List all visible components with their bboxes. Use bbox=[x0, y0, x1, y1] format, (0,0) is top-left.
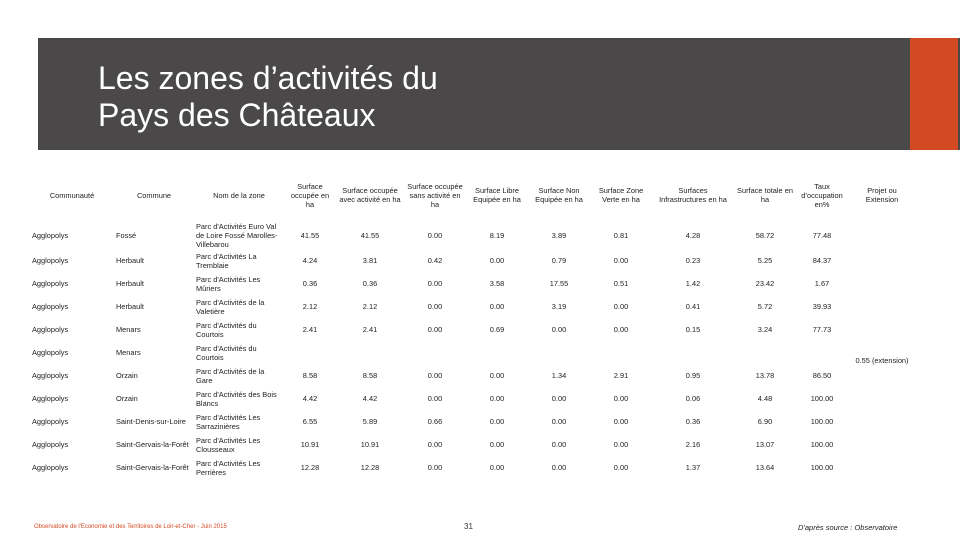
cell-non-eq: 0.79 bbox=[551, 256, 567, 265]
table-row bbox=[30, 341, 916, 364]
cell-verte: 0.00 bbox=[613, 325, 629, 334]
column-header: Surface Non Equipée en ha bbox=[535, 186, 583, 204]
cell-infra: 4.28 bbox=[685, 231, 701, 240]
footer-credit: Observatoire de l'Economie et des Territoires de Loir-et-Cher - Juin 2015 bbox=[34, 524, 227, 530]
column-header: Taux d’occupation en% bbox=[801, 181, 843, 209]
cell-occ: 4.42 bbox=[302, 394, 318, 403]
cell-verte bbox=[590, 341, 652, 364]
cell-infra: 1.42 bbox=[685, 279, 701, 288]
table-row bbox=[30, 364, 916, 387]
cell-communaute: Agglopolys bbox=[32, 231, 69, 240]
table-body bbox=[30, 222, 916, 479]
cell-taux: 1.67 bbox=[814, 279, 830, 288]
cell-avec: 3.81 bbox=[362, 256, 378, 265]
cell-communaute: Agglopolys bbox=[32, 302, 69, 311]
cell-verte: 0.00 bbox=[613, 394, 629, 403]
cell-commune: Saint-Denis-sur-Loire bbox=[116, 417, 186, 426]
cell-libre: 0.00 bbox=[489, 440, 505, 449]
cell-avec: 2.12 bbox=[362, 302, 378, 311]
cell-total bbox=[734, 341, 796, 364]
cell-sans: 0.00 bbox=[427, 371, 443, 380]
page-number: 31 bbox=[464, 522, 473, 531]
table-row bbox=[30, 249, 916, 272]
cell-infra: 0.23 bbox=[685, 256, 701, 265]
cell-non-eq: 0.00 bbox=[551, 394, 567, 403]
cell-occ: 41.55 bbox=[300, 231, 320, 240]
cell-projet-extension bbox=[848, 222, 916, 479]
cell-total: 13.64 bbox=[755, 463, 775, 472]
page-title-line-1: Les zones d’activités du bbox=[98, 60, 438, 96]
cell-zone: Parc d'Activités Euro Val de Loire Fossé Marolles-Villebarou bbox=[196, 222, 278, 249]
source-note: D'après source : Observatoire bbox=[798, 523, 898, 532]
column-header: Projet ou Extension bbox=[865, 186, 899, 204]
table-header-row bbox=[30, 168, 916, 222]
column-header: Surface occupée avec activité en ha bbox=[339, 186, 401, 204]
cell-infra bbox=[652, 341, 734, 364]
cell-libre: 0.00 bbox=[489, 371, 505, 380]
cell-communaute: Agglopolys bbox=[32, 325, 69, 334]
cell-libre bbox=[466, 341, 528, 364]
cell-zone: Parc d'Activités du Courtois bbox=[196, 343, 257, 362]
table-row bbox=[30, 272, 916, 295]
cell-sans: 0.00 bbox=[427, 279, 443, 288]
cell-occ: 4.24 bbox=[302, 256, 318, 265]
cell-occ bbox=[284, 341, 336, 364]
cell-avec: 5.89 bbox=[362, 417, 378, 426]
cell-commune: Orzain bbox=[116, 371, 138, 380]
cell-non-eq: 0.00 bbox=[551, 463, 567, 472]
cell-non-eq: 17.55 bbox=[549, 279, 569, 288]
cell-verte: 0.00 bbox=[613, 463, 629, 472]
cell-infra: 2.16 bbox=[685, 440, 701, 449]
cell-taux: 100.00 bbox=[810, 440, 834, 449]
cell-non-eq: 3.19 bbox=[551, 302, 567, 311]
cell-communaute: Agglopolys bbox=[32, 417, 69, 426]
cell-taux: 77.73 bbox=[812, 325, 832, 334]
cell-total: 3.24 bbox=[757, 325, 773, 334]
cell-commune: Herbault bbox=[116, 302, 144, 311]
cell-zone: Parc d'Activités Les Clousseaux bbox=[196, 435, 261, 454]
cell-taux: 86.50 bbox=[812, 371, 832, 380]
table-row bbox=[30, 410, 916, 433]
column-header: Surface occupée sans activité en ha bbox=[407, 181, 463, 209]
cell-communaute: Agglopolys bbox=[32, 463, 69, 472]
table-row bbox=[30, 222, 916, 249]
cell-verte: 0.00 bbox=[613, 256, 629, 265]
cell-non-eq: 0.00 bbox=[551, 417, 567, 426]
cell-taux: 100.00 bbox=[810, 394, 834, 403]
cell-non-eq: 3.89 bbox=[551, 231, 567, 240]
cell-avec bbox=[336, 341, 404, 364]
cell-verte: 0.00 bbox=[613, 302, 629, 311]
cell-communaute: Agglopolys bbox=[32, 348, 69, 357]
cell-communaute: Agglopolys bbox=[32, 256, 69, 265]
cell-verte: 0.00 bbox=[613, 440, 629, 449]
page-title-line-2: Pays des Châteaux bbox=[98, 97, 376, 133]
cell-non-eq: 0.00 bbox=[551, 325, 567, 334]
cell-sans: 0.00 bbox=[427, 463, 443, 472]
cell-verte: 2.91 bbox=[613, 371, 629, 380]
extension-note: 0.55 (extension) bbox=[855, 356, 909, 365]
cell-libre: 0.00 bbox=[489, 417, 505, 426]
column-header: Nom de la zone bbox=[213, 190, 265, 200]
cell-taux: 84.37 bbox=[812, 256, 832, 265]
cell-zone: Parc d'Activités du Courtois bbox=[196, 320, 257, 339]
page-title bbox=[98, 60, 438, 134]
cell-libre: 0.00 bbox=[489, 302, 505, 311]
cell-sans bbox=[404, 341, 466, 364]
cell-avec: 10.91 bbox=[360, 440, 380, 449]
cell-sans: 0.00 bbox=[427, 231, 443, 240]
cell-avec: 4.42 bbox=[362, 394, 378, 403]
cell-communaute: Agglopolys bbox=[32, 279, 69, 288]
table-row bbox=[30, 456, 916, 479]
cell-libre: 0.00 bbox=[489, 256, 505, 265]
cell-sans: 0.00 bbox=[427, 325, 443, 334]
cell-total: 5.72 bbox=[757, 302, 773, 311]
cell-zone: Parc d'Activités des Bois Blancs bbox=[196, 389, 277, 408]
cell-taux: 77.48 bbox=[812, 231, 832, 240]
cell-infra: 0.15 bbox=[685, 325, 701, 334]
cell-avec: 8.58 bbox=[362, 371, 378, 380]
cell-zone: Parc d'Activités Les Sarrazinières bbox=[196, 412, 261, 431]
cell-zone: Parc d'Activités de la Gare bbox=[196, 366, 265, 385]
cell-occ: 6.55 bbox=[302, 417, 318, 426]
column-header: Surface Libre Equipée en ha bbox=[473, 186, 521, 204]
cell-non-eq: 1.34 bbox=[551, 371, 567, 380]
cell-commune: Menars bbox=[116, 348, 141, 357]
cell-total: 4.48 bbox=[757, 394, 773, 403]
accent-bar bbox=[910, 38, 958, 150]
column-header: Surface totale en ha bbox=[737, 186, 793, 204]
column-header: Surfaces Infrastructures en ha bbox=[659, 186, 727, 204]
cell-avec: 12.28 bbox=[360, 463, 380, 472]
cell-non-eq: 0.00 bbox=[551, 440, 567, 449]
cell-commune: Herbault bbox=[116, 256, 144, 265]
cell-verte: 0.51 bbox=[613, 279, 629, 288]
cell-zone: Parc d'Activités de la Valetière bbox=[196, 297, 265, 316]
cell-libre: 0.00 bbox=[489, 394, 505, 403]
cell-commune: Orzain bbox=[116, 394, 138, 403]
cell-commune: Menars bbox=[116, 325, 141, 334]
cell-verte: 0.81 bbox=[613, 231, 629, 240]
cell-occ: 12.28 bbox=[300, 463, 320, 472]
cell-commune: Fossé bbox=[116, 231, 137, 240]
cell-sans: 0.66 bbox=[427, 417, 443, 426]
cell-commune: Saint-Gervais-la-Forêt bbox=[116, 463, 189, 472]
cell-zone: Parc d'Activités Les Perrières bbox=[196, 458, 261, 477]
column-header: Communauté bbox=[49, 190, 95, 200]
cell-non-eq bbox=[528, 341, 590, 364]
cell-commune: Herbault bbox=[116, 279, 144, 288]
cell-infra: 0.95 bbox=[685, 371, 701, 380]
column-header: Surface occupée en ha bbox=[290, 181, 330, 209]
cell-libre: 0.00 bbox=[489, 463, 505, 472]
cell-occ: 8.58 bbox=[302, 371, 318, 380]
table-row bbox=[30, 387, 916, 410]
cell-total: 13.78 bbox=[755, 371, 775, 380]
column-header: Surface Zone Verte en ha bbox=[598, 186, 644, 204]
cell-avec: 2.41 bbox=[362, 325, 378, 334]
cell-libre: 8.19 bbox=[489, 231, 505, 240]
cell-infra: 0.36 bbox=[685, 417, 701, 426]
cell-libre: 0.69 bbox=[489, 325, 505, 334]
cell-total: 5.25 bbox=[757, 256, 773, 265]
cell-occ: 10.91 bbox=[300, 440, 320, 449]
cell-commune: Saint-Gervais-la-Forêt bbox=[116, 440, 189, 449]
cell-verte: 0.00 bbox=[613, 417, 629, 426]
cell-taux: 100.00 bbox=[810, 417, 834, 426]
cell-infra: 0.06 bbox=[685, 394, 701, 403]
cell-taux bbox=[796, 341, 848, 364]
cell-occ: 2.41 bbox=[302, 325, 318, 334]
cell-infra: 0.41 bbox=[685, 302, 701, 311]
cell-occ: 2.12 bbox=[302, 302, 318, 311]
cell-sans: 0.00 bbox=[427, 302, 443, 311]
cell-total: 6.90 bbox=[757, 417, 773, 426]
cell-total: 58.72 bbox=[755, 231, 775, 240]
cell-infra: 1.37 bbox=[685, 463, 701, 472]
cell-zone: Parc d'Activités La Tremblaie bbox=[196, 251, 257, 270]
cell-avec: 0.36 bbox=[362, 279, 378, 288]
table-row bbox=[30, 433, 916, 456]
cell-sans: 0.00 bbox=[427, 394, 443, 403]
cell-taux: 39.93 bbox=[812, 302, 832, 311]
cell-occ: 0.36 bbox=[302, 279, 318, 288]
cell-communaute: Agglopolys bbox=[32, 394, 69, 403]
cell-communaute: Agglopolys bbox=[32, 371, 69, 380]
cell-sans: 0.00 bbox=[427, 440, 443, 449]
column-header: Commune bbox=[136, 190, 172, 200]
zones-table bbox=[30, 168, 916, 479]
cell-avec: 41.55 bbox=[360, 231, 380, 240]
cell-total: 23.42 bbox=[755, 279, 775, 288]
cell-communaute: Agglopolys bbox=[32, 440, 69, 449]
cell-sans: 0.42 bbox=[427, 256, 443, 265]
cell-libre: 3.58 bbox=[489, 279, 505, 288]
cell-zone: Parc d'Activités Les Mûriers bbox=[196, 274, 261, 293]
table-row bbox=[30, 318, 916, 341]
table-row bbox=[30, 295, 916, 318]
cell-total: 13.07 bbox=[755, 440, 775, 449]
cell-taux: 100.00 bbox=[810, 463, 834, 472]
